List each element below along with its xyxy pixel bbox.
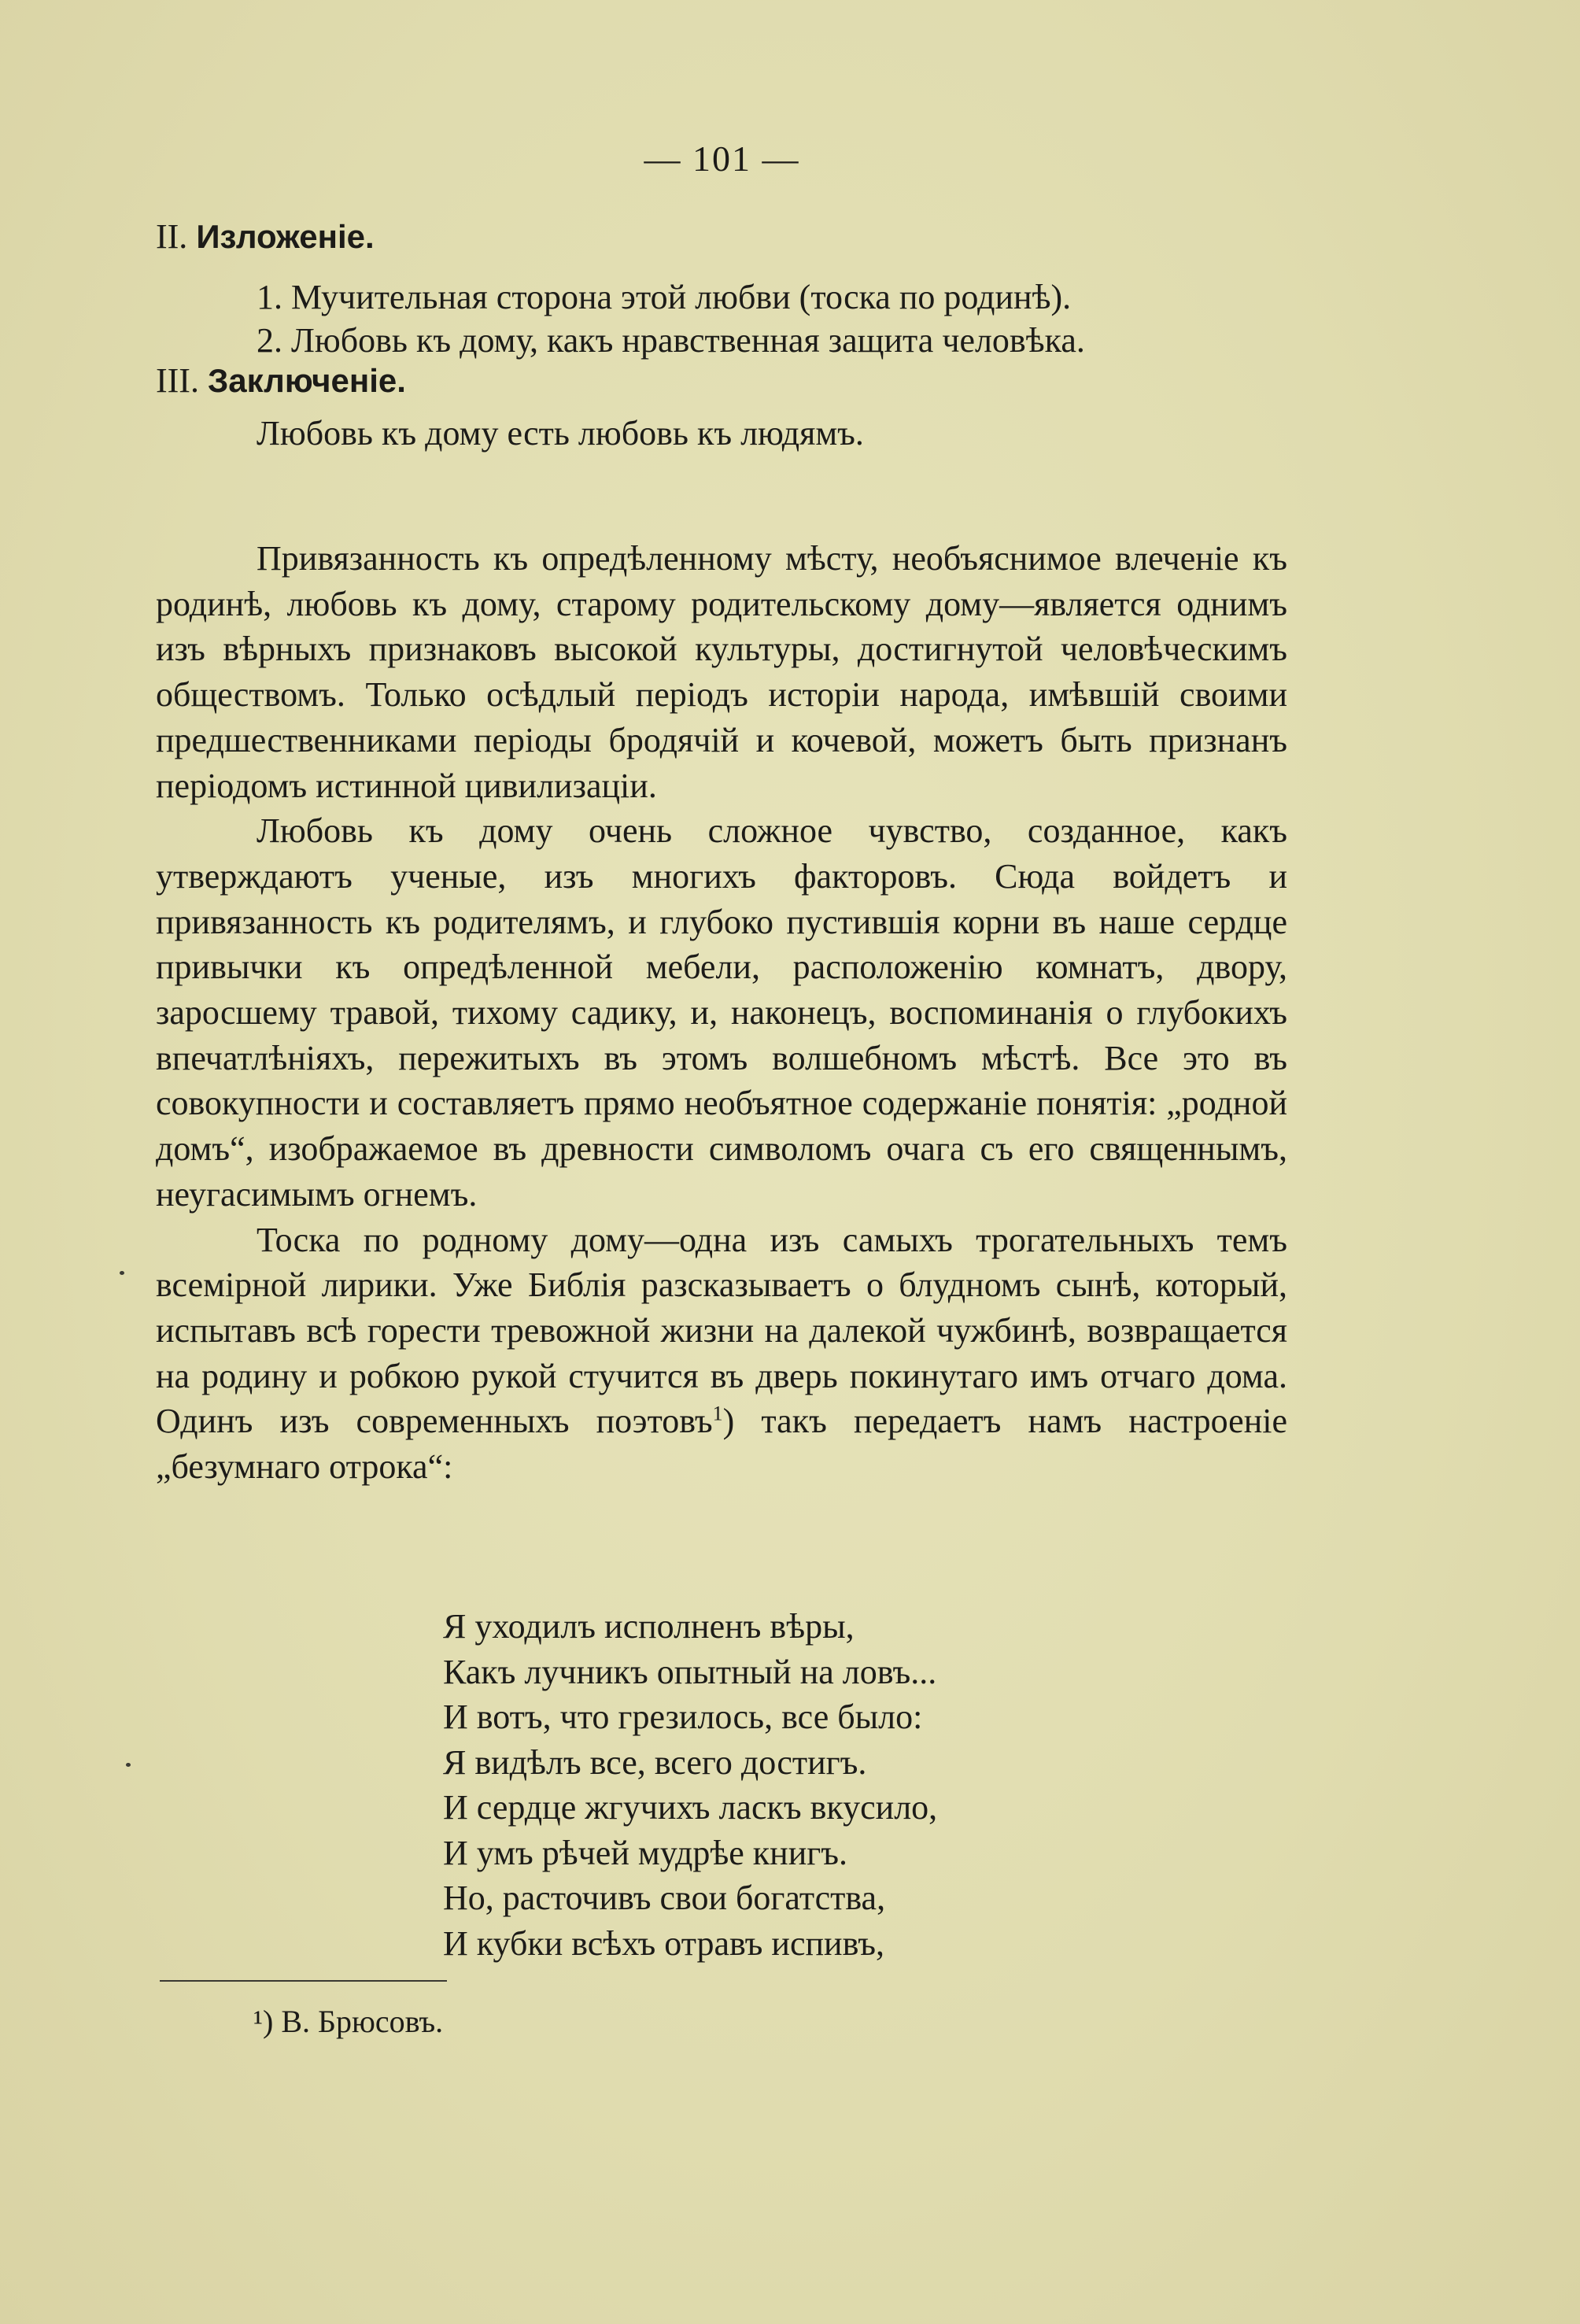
poem-quote <box>443 1604 937 1966</box>
footnote-divider <box>160 1980 447 1982</box>
poem-line: Но, расточивъ свои богатства, <box>443 1879 886 1917</box>
print-speck <box>126 1763 131 1767</box>
paragraph-3-text-before: Тоска по родному дому—одна изъ самыхъ трогательныхъ темъ всемірной лирики. Уже Библія разсказываетъ о блудномъ сынѣ, который, испытавъ всѣ горести тревожной жизни на далекой чужбинѣ, возвращается на родину и робкою рукой стучится въ дверь покинутаго имъ отчаго дома. Одинъ изъ современныхъ поэтовъ <box>156 1220 1287 1441</box>
poem-line: И кубки всѣхъ отравъ испивъ, <box>443 1923 885 1963</box>
footnote-reference: 1 <box>712 1402 723 1425</box>
poem-line: Какъ лучникъ опытный на ловъ... <box>443 1652 937 1691</box>
poem-line: И вотъ, что грезилось, все было: <box>443 1698 923 1736</box>
outline-item-1: 1. Мучительная сторона этой любви (тоска по родинѣ). <box>257 278 1072 316</box>
paragraph-3-text-after: ) такъ передаетъ намъ настроеніе „безумнаго отрока“: <box>156 1402 1288 1487</box>
print-speck <box>120 1271 124 1275</box>
page-number: — 101 — <box>644 139 800 179</box>
essay-body <box>156 536 1287 1490</box>
outline-item-2: 2. Любовь къ дому, какъ нравственная защита человѣка. <box>257 321 1085 360</box>
poem-line: Я уходилъ исполненъ вѣры, <box>443 1607 855 1646</box>
footnote-marker: ¹) <box>253 2004 274 2039</box>
section-2-title: Изложеніе. <box>196 218 375 255</box>
paragraph-3 <box>156 1217 1287 1490</box>
section-2-numeral: II. <box>156 217 188 256</box>
section-3-numeral: III. <box>156 361 199 400</box>
paragraph-2: Любовь къ дому очень сложное чувство, созданное, какъ утверждаютъ ученые, изъ многихъ факторовъ. Сюда войдетъ и привязанность къ родителямъ, и глубоко пустившія корни въ наше сердце привычки къ опредѣленной мебели, расположенію комнатъ, двору, заросшему травой, тихому садику, и, наконецъ, воспоминанія о глубокихъ впечатлѣніяхъ, пережитыхъ въ этомъ волшебномъ мѣстѣ. Все это въ совокупности и составляетъ прямо необъятное содержаніе понятія: „родной домъ“, изображаемое въ древности символомъ очага съ его священнымъ, неугасимымъ огнемъ. <box>156 811 1287 1214</box>
outline-section-3 <box>156 360 406 401</box>
poem-line: Я видѣлъ все, всего достигъ. <box>443 1742 867 1782</box>
paragraph-1: Привязанность къ опредѣленному мѣсту, необъяснимое влеченіе къ родинѣ, любовь къ дому, старому родительскому дому—является однимъ изъ вѣрныхъ признаковъ высокой культуры, достигнутой человѣческимъ обществомъ. Только осѣдлый періодъ исторіи народа, имѣвшій своими предшественниками періоды бродячій и кочевой, можетъ быть признанъ періодомъ истинной цивилизаціи. <box>156 539 1287 805</box>
section-3-title: Заключеніе. <box>207 362 406 399</box>
poem-line: И умъ рѣчей мудрѣе книгъ. <box>443 1833 848 1872</box>
outline-conclusion: Любовь къ дому есть любовь къ людямъ. <box>257 414 864 453</box>
poem-line: И сердце жгучихъ ласкъ вкусило, <box>443 1788 938 1827</box>
outline-section-2 <box>156 216 375 257</box>
footnote-text: В. Брюсовъ. <box>281 2004 444 2039</box>
footnote <box>253 2003 443 2040</box>
